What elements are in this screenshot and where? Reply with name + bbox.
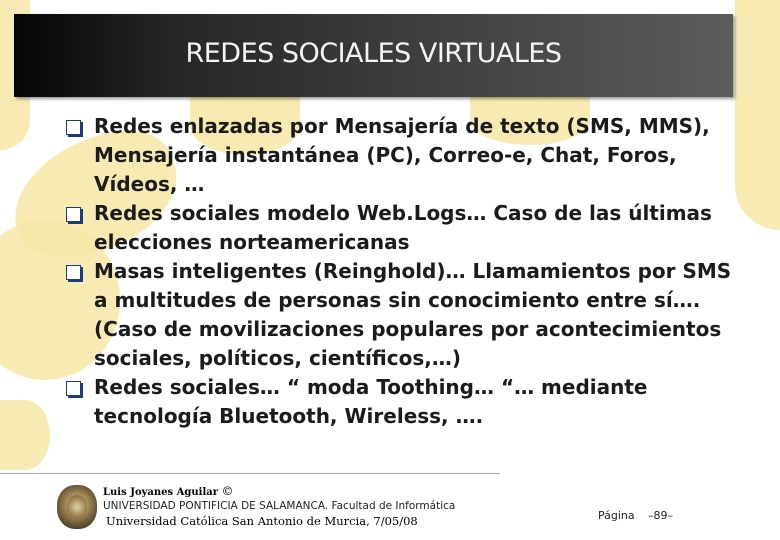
- bullet-item: [62, 199, 742, 257]
- bullet-item: [62, 112, 742, 199]
- square-bullet-icon: [66, 120, 81, 135]
- slide-title: REDES SOCIALES VIRTUALES: [185, 38, 562, 69]
- author-name: Luis Joyanes Aguilar: [103, 487, 219, 498]
- bullet-text: Redes sociales… “ moda Toothing… “… mediante tecnología Bluetooth, Wireless, ….: [94, 375, 648, 428]
- background-shape: [0, 400, 50, 470]
- square-bullet-icon: [66, 381, 81, 396]
- copyright-symbol: ©: [221, 484, 234, 498]
- footer-author: [103, 484, 234, 498]
- title-bar: [14, 14, 733, 97]
- footer-institution: UNIVERSIDAD PONTIFICIA DE SALAMANCA. Facultad de Informática: [103, 500, 456, 512]
- footer-institution-secondary: Universidad Católica San Antonio de Murcia, 7/05/08: [106, 514, 418, 528]
- bullet-text: Masas inteligentes (Reinghold)… Llamamientos por SMS a multitudes de personas sin conocimiento entre sí…. (Caso de movilizaciones populares por acontecimientos sociales, políticos, científicos,…): [94, 259, 732, 370]
- bullet-item: [62, 257, 742, 373]
- bullet-item: [62, 373, 742, 431]
- bullet-list: [62, 112, 742, 431]
- seal-center: [67, 495, 87, 519]
- square-bullet-icon: [66, 265, 81, 280]
- university-seal-icon: [57, 485, 97, 529]
- footer-divider: [0, 473, 500, 474]
- square-bullet-icon: [66, 207, 81, 222]
- bullet-text: Redes enlazadas por Mensajería de texto (SMS, MMS), Mensajería instantánea (PC), Correo-e, Chat, Foros, Vídeos, …: [94, 114, 710, 196]
- bullet-text: Redes sociales modelo Web.Logs… Caso de las últimas elecciones norteamericanas: [94, 201, 712, 254]
- page-number: –89–: [648, 509, 673, 522]
- page-label: Página: [598, 509, 635, 522]
